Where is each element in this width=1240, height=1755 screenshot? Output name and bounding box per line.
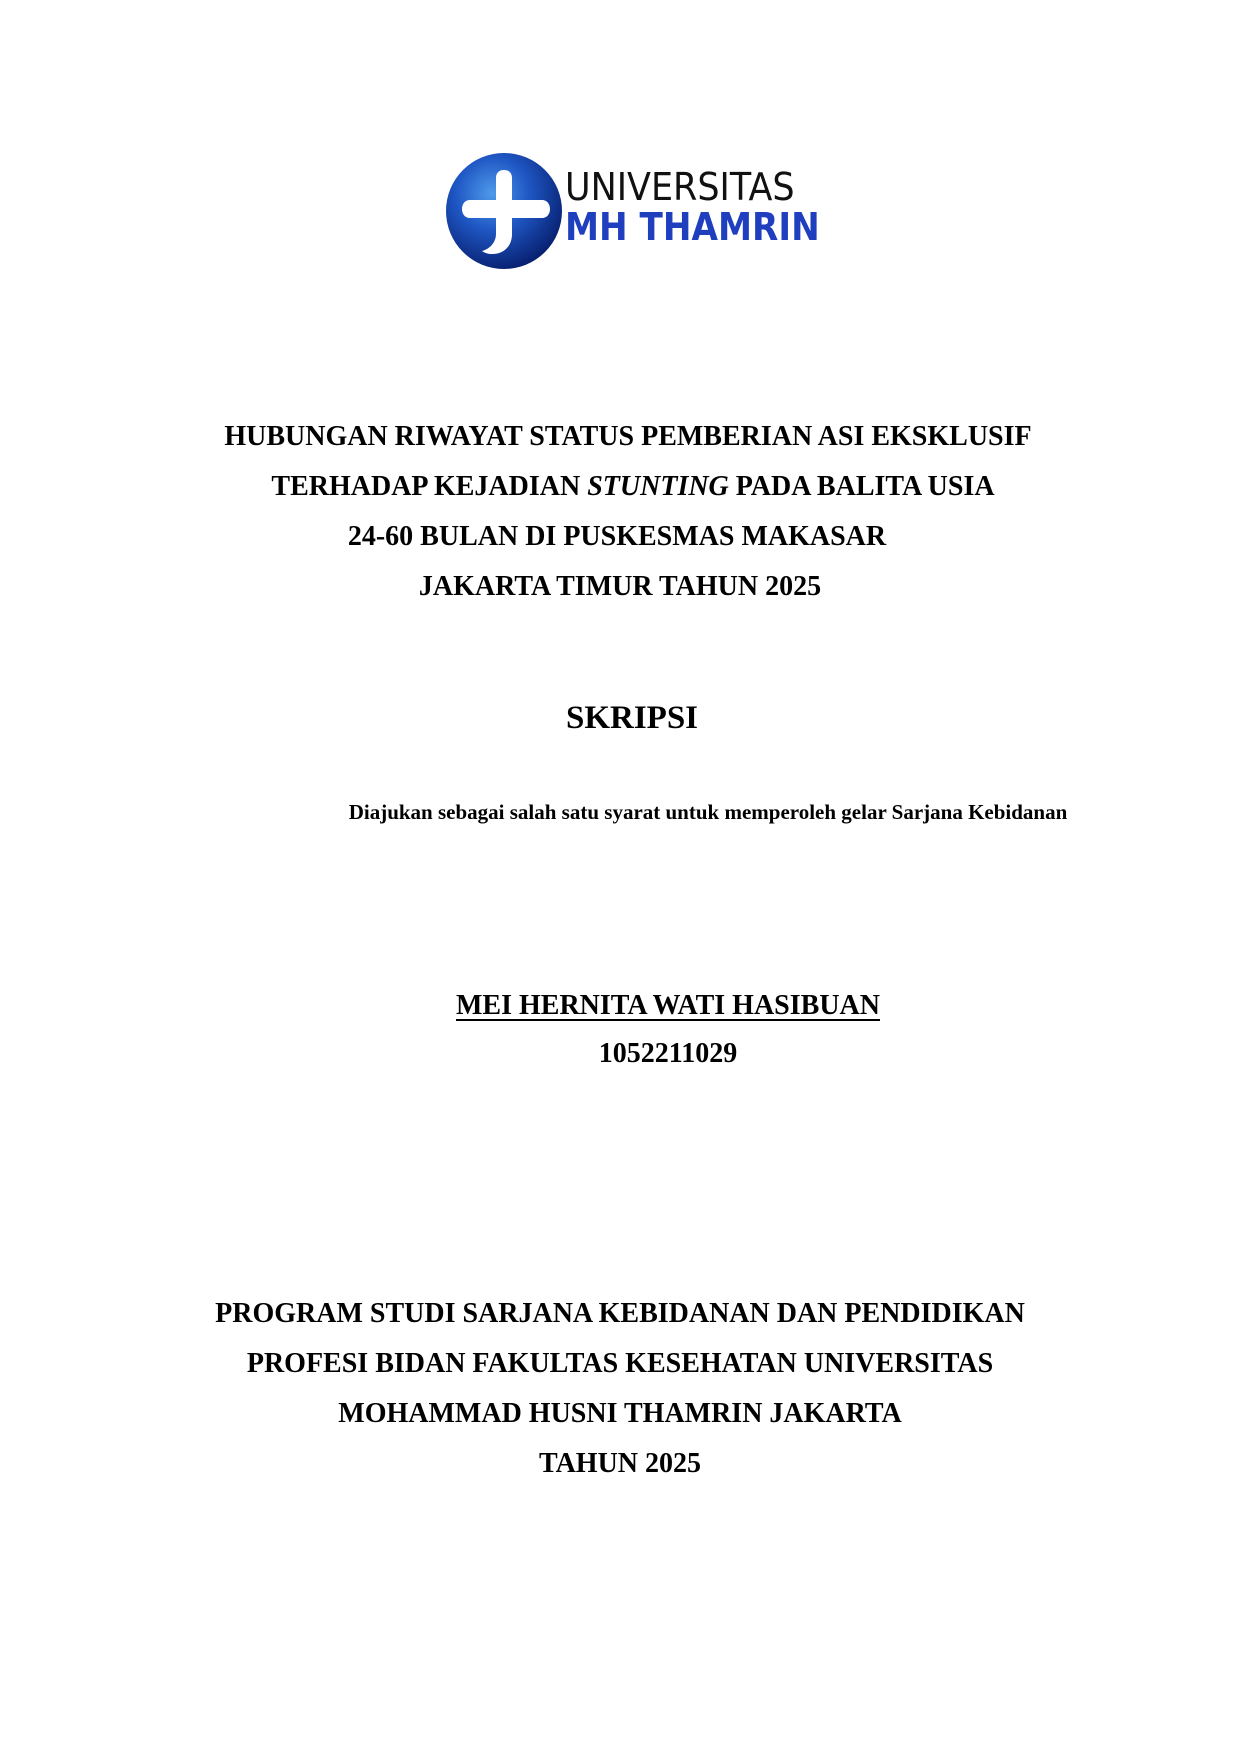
title-line-1: HUBUNGAN RIWAYAT STATUS PEMBERIAN ASI EKSKLUSIF [224,421,1032,452]
purpose-statement: Diajukan sebagai salah satu syarat untuk memperoleh gelar Sarjana Kebidanan [348,800,1068,824]
title-line-4: JAKARTA TIMUR TAHUN 2025 [418,571,822,602]
author-nim: 1052211029 [598,1038,738,1069]
institution-line-2: PROFESI BIDAN FAKULTAS KESEHATAN UNIVERSITAS [246,1348,994,1379]
document-type: SKRIPSI [565,700,699,736]
title-line-2-pre: TERHADAP KEJADIAN [271,471,588,502]
institution-line-4: TAHUN 2025 [538,1448,702,1479]
institution-line-3: MOHAMMAD HUSNI THAMRIN JAKARTA [338,1398,902,1429]
logo-line-universitas: UNIVERSITAS [565,165,795,209]
thesis-title [0,412,1240,612]
title-line-2-post: PADA BALITA USIA [728,471,995,502]
title-line-2 [0,462,1240,512]
university-logo [446,150,820,272]
institution-block [0,1289,1240,1489]
author-name: MEI HERNITA WATI HASIBUAN [456,990,880,1021]
logo-wordmark [565,165,848,249]
logo-line-mh-thamrin: MH THAMRIN [565,205,820,249]
title-line-3: 24-60 BULAN DI PUSKESMAS MAKASAR [347,521,887,552]
author-block [0,988,1240,1072]
cross-circle-logo-icon [446,150,564,272]
institution-line-1: PROGRAM STUDI SARJANA KEBIDANAN DAN PENDIDIKAN [215,1298,1025,1329]
title-line-2-italic: STUNTING [587,471,729,502]
